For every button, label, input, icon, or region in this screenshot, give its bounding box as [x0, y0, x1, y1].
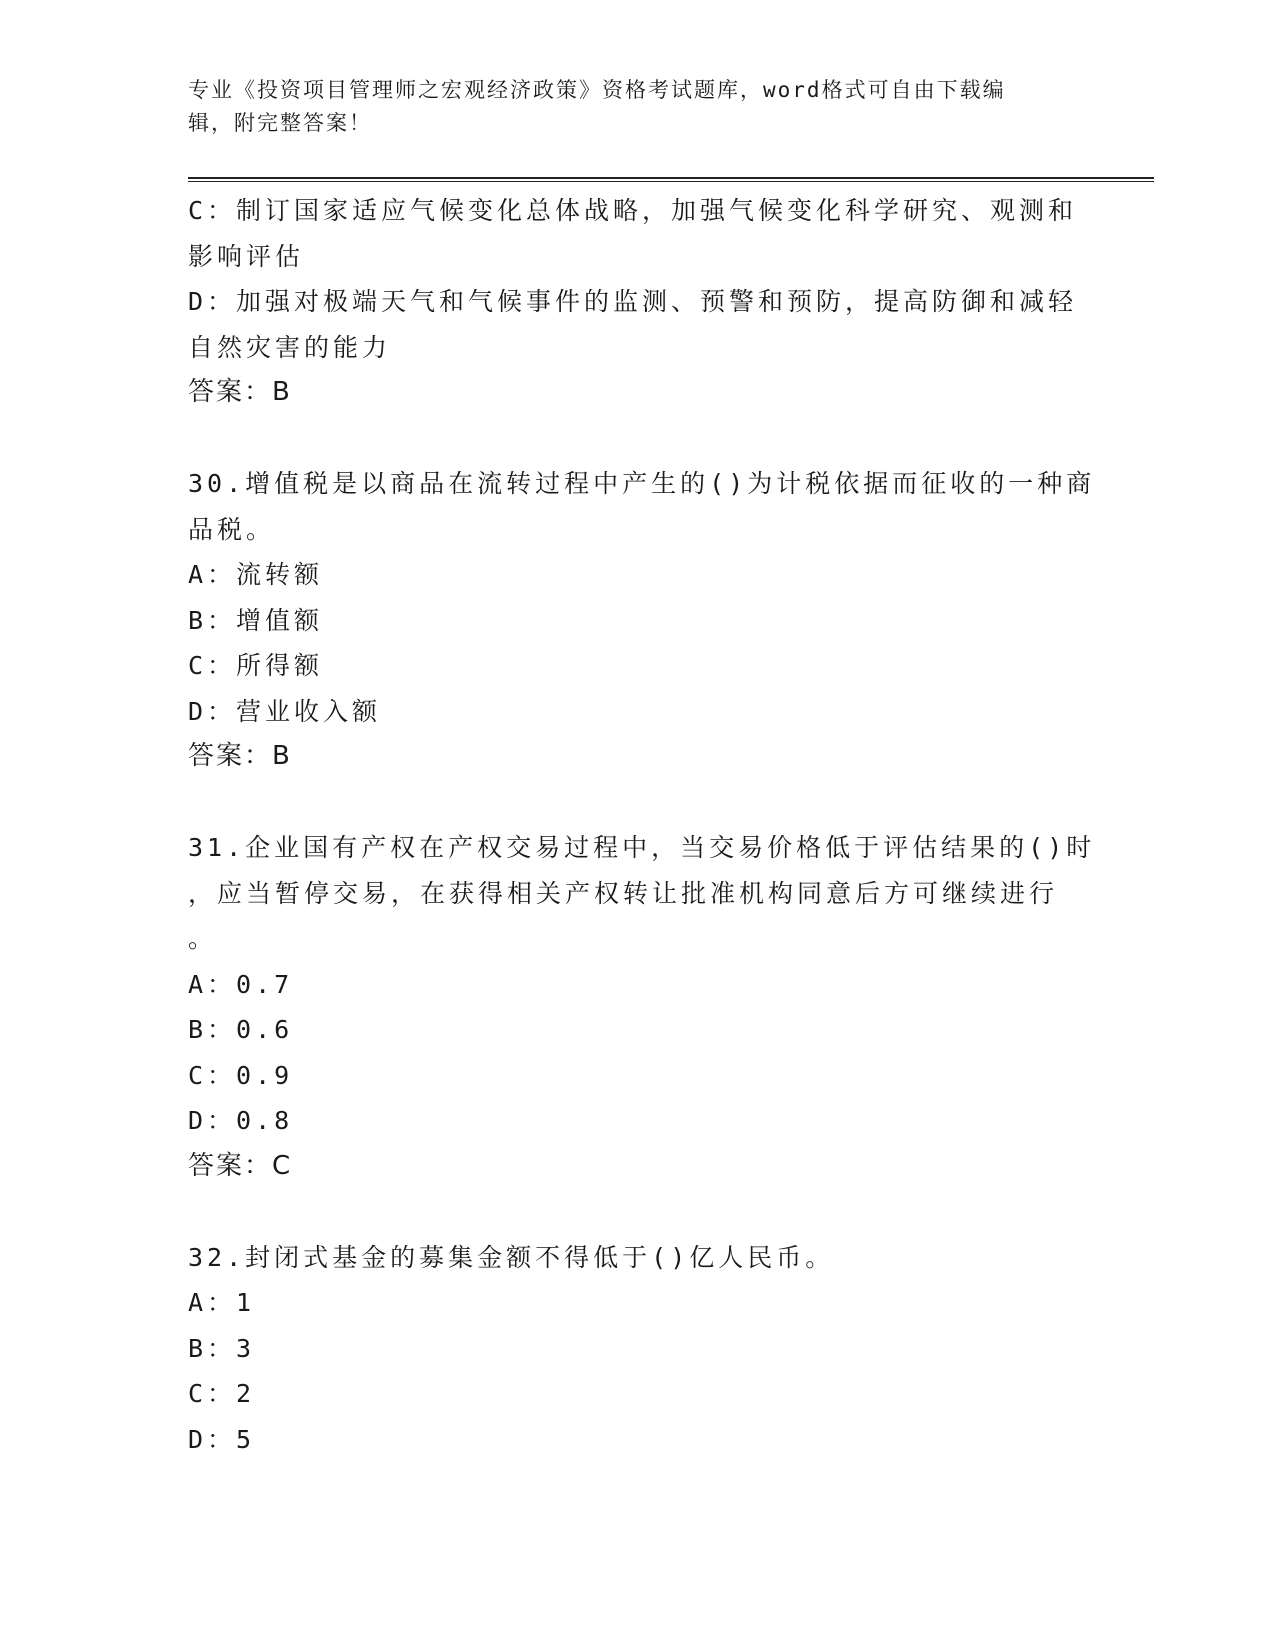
answer: 答案：B: [188, 377, 292, 407]
question-32: [188, 1235, 1088, 1463]
option-b: B：3: [188, 1333, 256, 1363]
option-d-continued: 自然灾害的能力: [188, 332, 392, 362]
spacer: [188, 1189, 1088, 1235]
option-b: B：0.6: [188, 1015, 294, 1044]
option-c-continued: 影响评估: [188, 241, 305, 271]
question-stem-continued: 。: [188, 924, 218, 953]
question-stem: 32.封闭式基金的募集金额不得低于()亿人民币。: [188, 1242, 835, 1272]
option-c: C：2: [188, 1379, 256, 1408]
answer: 答案：B: [188, 741, 292, 771]
header-line-1: 专业《投资项目管理师之宏观经济政策》资格考试题库，word格式可自由下载编: [188, 78, 1006, 102]
option-a: A：流转额: [188, 560, 324, 589]
question-30: [188, 461, 1096, 780]
spacer: [188, 416, 1088, 462]
question-stem: 31.企业国有产权在产权交易过程中，当交易价格低于评估结果的()时: [188, 833, 1096, 862]
option-b: B：增值额: [188, 605, 324, 635]
option-c: C：0.9: [188, 1060, 294, 1090]
option-d: D：营业收入额: [188, 696, 382, 726]
option-c: C：制订国家适应气候变化总体战略，加强气候变化科学研究、观测和: [188, 196, 1078, 225]
question-29-tail: [188, 188, 1088, 416]
answer: 答案：C: [188, 1150, 293, 1181]
option-d: D：5: [188, 1424, 256, 1454]
question-31: [188, 825, 1096, 1189]
document-header: [188, 74, 1068, 140]
question-stem-continued: 品税。: [188, 514, 276, 544]
option-a: A：0.7: [188, 969, 294, 999]
question-stem: 30.增值税是以商品在流转过程中产生的()为计税依据而征收的一种商: [188, 469, 1096, 498]
option-d: D：0.8: [188, 1106, 294, 1135]
spacer: [188, 780, 1088, 826]
option-a: A：1: [188, 1288, 256, 1317]
header-divider: [188, 177, 1154, 182]
option-d: D：加强对极端天气和气候事件的监测、预警和预防，提高防御和减轻: [188, 287, 1078, 316]
header-line-2: 辑，附完整答案！: [188, 111, 372, 135]
question-stem-continued: ，应当暂停交易，在获得相关产权转让批准机构同意后方可继续进行: [188, 878, 1059, 908]
question-list: [188, 188, 1096, 1462]
option-c: C：所得额: [188, 651, 324, 680]
